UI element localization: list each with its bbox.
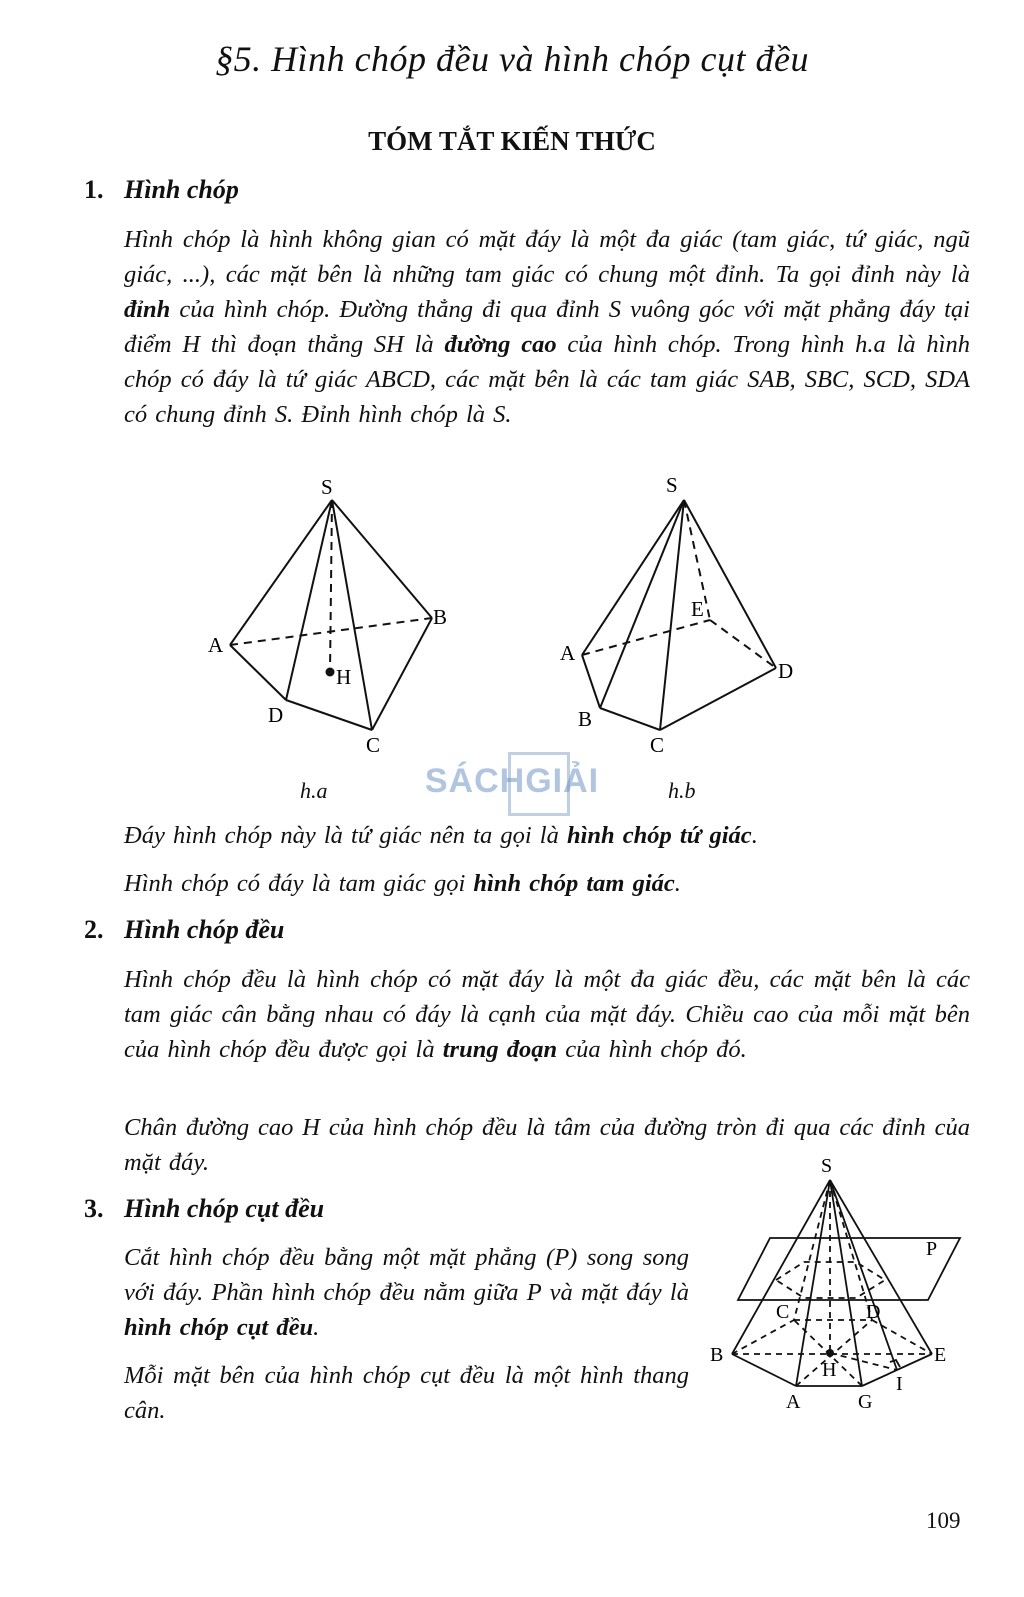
term-trung-doan: trung đoạn <box>442 1036 558 1063</box>
section-2-paragraph-1 <box>124 962 970 1067</box>
section-1-number: 1. <box>84 175 104 204</box>
edge-sb <box>600 500 684 708</box>
figure-hb-pyramid <box>560 470 820 760</box>
section-1-heading <box>84 175 239 205</box>
chapter-title: §5. Hình chóp đều và hình chóp cụt đều <box>215 39 809 79</box>
section-1-paragraph-3 <box>124 866 970 901</box>
section-3-heading <box>84 1194 324 1224</box>
apothem-hi-hidden <box>830 1353 897 1370</box>
edge-cd <box>660 668 776 730</box>
label-d: D <box>778 659 794 683</box>
text-run: Hình chóp đều là hình chóp có mặt đáy là một đa giác đều, các mặt bên là các tam giác cân bằng nhau có đáy là cạnh của mặt đáy. Chiều cao của mỗi mặt bên của hình chóp đều được gọi là <box>124 966 970 1063</box>
label-s: S <box>321 475 333 499</box>
section-1-title: Hình chóp <box>124 175 239 204</box>
section-3-number: 3. <box>84 1194 104 1223</box>
label-e: E <box>691 597 704 621</box>
text-run: . <box>313 1314 320 1341</box>
text-run: Hình chóp có đáy là tam giác gọi <box>124 870 474 897</box>
edge-sb <box>332 500 432 618</box>
edge-se <box>830 1180 932 1354</box>
label-s: S <box>821 1155 833 1177</box>
label-b: B <box>433 605 448 629</box>
edge-sa <box>230 500 332 645</box>
edge-ad <box>230 645 286 700</box>
label-a: A <box>560 641 576 665</box>
term-hinh-chop-cut-deu: hình chóp cụt đều <box>124 1314 314 1341</box>
label-d: D <box>866 1301 881 1323</box>
apothem-si <box>830 1180 897 1370</box>
height-sh <box>330 500 332 672</box>
text-run: Đáy hình chóp này là tứ giác nên ta gọi là <box>124 822 567 849</box>
label-h: H <box>822 1359 837 1381</box>
section-3-paragraph-1 <box>124 1240 689 1345</box>
label-p: P <box>926 1238 938 1260</box>
section-2-paragraph-2: Chân đường cao H của hình chóp đều là tâm của đường tròn đi qua các đỉnh của mặt đáy. <box>124 1114 970 1176</box>
edge-cb <box>372 618 432 730</box>
label-h: H <box>336 665 352 689</box>
text-run: . <box>674 870 681 897</box>
section-2-number: 2. <box>84 915 104 944</box>
label-b: B <box>578 707 593 731</box>
figure-ha-pyramid <box>200 470 470 760</box>
point-h <box>326 668 335 677</box>
section-3-paragraph-2: Mỗi mặt bên của hình chóp cụt đều là một hình thang cân. <box>124 1362 689 1424</box>
section-2-heading <box>84 915 284 945</box>
edge-sd-hidden <box>830 1180 872 1320</box>
edge-dc <box>286 700 372 730</box>
term-duong-cao: đường cao <box>444 331 557 358</box>
text-run: Hình chóp là hình không gian có mặt đáy là một đa giác (tam giác, tứ giác, ngũ giác, ...), các mặt bên là những tam giác có chung một đỉnh. Ta gọi đỉnh này là <box>124 226 970 288</box>
page-number: 109 <box>926 1508 961 1533</box>
term-hinh-chop-tu-giac: hình chóp tứ giác <box>566 822 752 849</box>
label-i: I <box>896 1373 903 1395</box>
section-2-title: Hình chóp đều <box>124 915 285 944</box>
figure-frustum <box>710 1150 980 1420</box>
section-1-paragraph-1 <box>124 222 970 432</box>
edge-sc <box>332 500 372 730</box>
label-d: D <box>268 703 284 727</box>
label-b: B <box>710 1344 724 1366</box>
edge-ed-hidden <box>710 620 776 668</box>
point-h <box>826 1349 834 1357</box>
label-s: S <box>666 473 678 497</box>
label-c: C <box>776 1301 790 1323</box>
caption-hb: h.b <box>668 778 696 803</box>
text-run: của hình chóp. Đường thẳng đi qua đỉnh S vuông góc với mặt phẳng đáy tại điểm H thì đoạn thẳng SH là <box>124 296 970 358</box>
label-e: E <box>934 1344 947 1366</box>
text-run: Cắt hình chóp đều bằng một mặt phẳng (P) song song với đáy. Phần hình chóp đều nằm giữa P và mặt đáy là <box>124 1244 689 1306</box>
term-dinh: đỉnh <box>124 296 171 323</box>
text-run: của hình chóp. Trong hình h.a là hình chóp có đáy là tứ giác ABCD, các mặt bên là các tam giác SAB, SBC, SCD, SDA có chung đỉnh S. Đỉnh hình chóp là S. <box>124 331 970 428</box>
section-1-paragraph-2 <box>124 818 970 853</box>
text-run: của hình chóp đó. <box>557 1036 747 1063</box>
label-a: A <box>208 633 224 657</box>
label-a: A <box>786 1391 801 1413</box>
section-3-title: Hình chóp cụt đều <box>124 1194 325 1223</box>
watermark-text: SÁCHGIẢI <box>424 762 600 800</box>
watermark-logo <box>412 752 612 816</box>
label-g: G <box>858 1391 873 1413</box>
base-ba <box>732 1354 796 1386</box>
edge-sd <box>286 500 332 700</box>
label-c: C <box>650 733 665 757</box>
term-hinh-chop-tam-giac: hình chóp tam giác <box>473 870 675 897</box>
edge-sc <box>660 500 684 730</box>
edge-ab <box>582 655 600 708</box>
edge-sc-hidden <box>794 1180 830 1320</box>
caption-ha: h.a <box>300 778 328 803</box>
text-run: . <box>751 822 758 849</box>
edge-bc <box>600 708 660 730</box>
label-c: C <box>366 733 381 757</box>
edge-sd <box>684 500 776 668</box>
summary-title: TÓM TẮT KIẾN THỨC <box>368 126 656 156</box>
